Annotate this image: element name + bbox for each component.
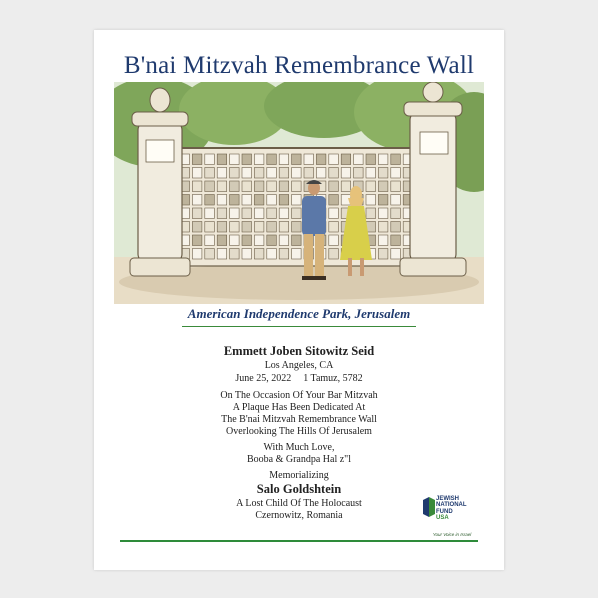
plaque — [292, 208, 302, 219]
dedication-line: The B'nai Mitzvah Remembrance Wall — [221, 414, 377, 425]
plaque — [230, 154, 240, 165]
logo-country: USA — [436, 515, 449, 522]
plaque — [304, 168, 314, 179]
plaque — [254, 181, 264, 192]
dedication-line: A Plaque Has Been Dedicated At — [232, 402, 366, 413]
plaque — [316, 168, 326, 179]
dedication-line: On The Occasion Of Your Bar Mitzvah — [220, 390, 378, 401]
plaque — [341, 168, 351, 179]
plaque — [292, 222, 302, 233]
location-caption: American Independence Park, Jerusalem — [187, 306, 411, 321]
plaque — [205, 154, 215, 165]
plaque — [391, 249, 401, 260]
plaque — [267, 222, 277, 233]
plaque — [230, 235, 240, 246]
jnf-logo-text — [436, 496, 467, 522]
plaque — [192, 195, 202, 206]
plaque — [292, 181, 302, 192]
certificate-title: B'nai Mitzvah Remembrance Wall — [123, 52, 475, 79]
plaque — [316, 154, 326, 165]
plaque — [354, 168, 364, 179]
memorial-line: Czernowitz, Romania — [255, 510, 343, 521]
plaque — [230, 195, 240, 206]
recipient-name: Emmett Joben Sitowitz Seid — [223, 344, 375, 358]
plaque — [217, 222, 227, 233]
signature-line: With Much Love, — [263, 442, 335, 453]
plaque — [205, 208, 215, 219]
plaque — [329, 222, 339, 233]
plaque — [329, 249, 339, 260]
plaque — [366, 195, 376, 206]
plaque — [205, 195, 215, 206]
right-pillar — [400, 82, 466, 276]
plaque — [242, 208, 252, 219]
plaque — [205, 249, 215, 260]
plaque — [267, 195, 277, 206]
dedication-line: Overlooking The Hills Of Jerusalem — [226, 426, 372, 437]
plaque — [341, 154, 351, 165]
plaque — [378, 195, 388, 206]
plaque — [366, 168, 376, 179]
jnf-logo — [422, 494, 482, 540]
plaque — [254, 208, 264, 219]
plaque — [192, 208, 202, 219]
plaque — [242, 195, 252, 206]
remembrance-wall-illustration — [114, 82, 484, 304]
plaque — [329, 168, 339, 179]
plaque — [230, 208, 240, 219]
plaque — [242, 235, 252, 246]
plaque — [391, 195, 401, 206]
plaque — [254, 249, 264, 260]
memorial-line: A Lost Child Of The Holocaust — [236, 498, 362, 509]
plaque — [341, 181, 351, 192]
plaque — [378, 235, 388, 246]
plaque — [354, 154, 364, 165]
hebrew-date: 1 Tamuz, 5782 — [303, 373, 363, 384]
plaque — [242, 168, 252, 179]
plaque — [366, 208, 376, 219]
plaque — [292, 154, 302, 165]
plaque — [329, 181, 339, 192]
plaque — [192, 222, 202, 233]
plaque — [254, 195, 264, 206]
plaque — [217, 181, 227, 192]
plaque — [329, 235, 339, 246]
plaque — [279, 154, 289, 165]
plaque — [279, 181, 289, 192]
plaque — [267, 181, 277, 192]
plaque — [205, 235, 215, 246]
plaque — [378, 222, 388, 233]
plaque — [254, 154, 264, 165]
plaque — [192, 249, 202, 260]
plaque — [378, 208, 388, 219]
plaque — [192, 168, 202, 179]
plaque — [292, 235, 302, 246]
plaque — [230, 181, 240, 192]
plaque — [217, 168, 227, 179]
plaque — [267, 168, 277, 179]
plaque — [329, 208, 339, 219]
plaque — [378, 154, 388, 165]
logo-line: NATIONAL — [436, 502, 467, 509]
plaque — [391, 208, 401, 219]
signature-line: Booba & Grandpa Hal z"l — [246, 454, 352, 465]
memorial-label: Memorializing — [269, 470, 329, 481]
plaque — [242, 222, 252, 233]
plaque — [292, 168, 302, 179]
caption-divider — [182, 326, 416, 327]
plaque — [366, 181, 376, 192]
plaque — [205, 181, 215, 192]
plaque — [254, 235, 264, 246]
plaque — [279, 208, 289, 219]
plaque — [217, 208, 227, 219]
plaque — [230, 168, 240, 179]
plaque — [279, 168, 289, 179]
recipient-location: Los Angeles, CA — [264, 360, 334, 371]
memorial-name: Salo Goldshtein — [256, 482, 342, 496]
plaque — [217, 154, 227, 165]
plaque — [254, 168, 264, 179]
plaque — [205, 222, 215, 233]
plaque — [217, 235, 227, 246]
logo-line: FUND — [436, 508, 453, 515]
plaque — [254, 222, 264, 233]
plaque — [378, 168, 388, 179]
plaque — [217, 249, 227, 260]
plaque — [391, 181, 401, 192]
logo-line: JEWISH — [436, 496, 460, 502]
certificate-card — [94, 30, 504, 570]
plaque — [242, 181, 252, 192]
plaque — [205, 168, 215, 179]
plaque — [192, 235, 202, 246]
gregorian-date: June 25, 2022 — [235, 373, 292, 384]
plaque — [279, 249, 289, 260]
plaque — [230, 222, 240, 233]
bottom-divider — [120, 540, 478, 542]
jnf-leaf-icon — [422, 496, 436, 518]
plaque — [329, 195, 339, 206]
plaque — [242, 154, 252, 165]
plaque — [242, 249, 252, 260]
plaque — [267, 249, 277, 260]
plaque — [378, 249, 388, 260]
plaque — [366, 154, 376, 165]
plaque — [279, 195, 289, 206]
plaque — [267, 235, 277, 246]
plaque — [192, 154, 202, 165]
left-pillar — [130, 88, 190, 276]
plaque — [292, 249, 302, 260]
plaque — [292, 195, 302, 206]
plaque — [267, 208, 277, 219]
plaque — [378, 181, 388, 192]
plaque — [391, 222, 401, 233]
plaque — [329, 154, 339, 165]
plaque — [391, 235, 401, 246]
plaque — [267, 154, 277, 165]
plaque — [391, 168, 401, 179]
plaque — [391, 154, 401, 165]
plaque — [230, 249, 240, 260]
plaque — [279, 235, 289, 246]
plaque — [304, 154, 314, 165]
jnf-tagline: Your Voice in Israel — [432, 532, 472, 537]
plaque — [217, 195, 227, 206]
event-dates — [94, 373, 504, 384]
plaque — [279, 222, 289, 233]
plaque — [192, 181, 202, 192]
